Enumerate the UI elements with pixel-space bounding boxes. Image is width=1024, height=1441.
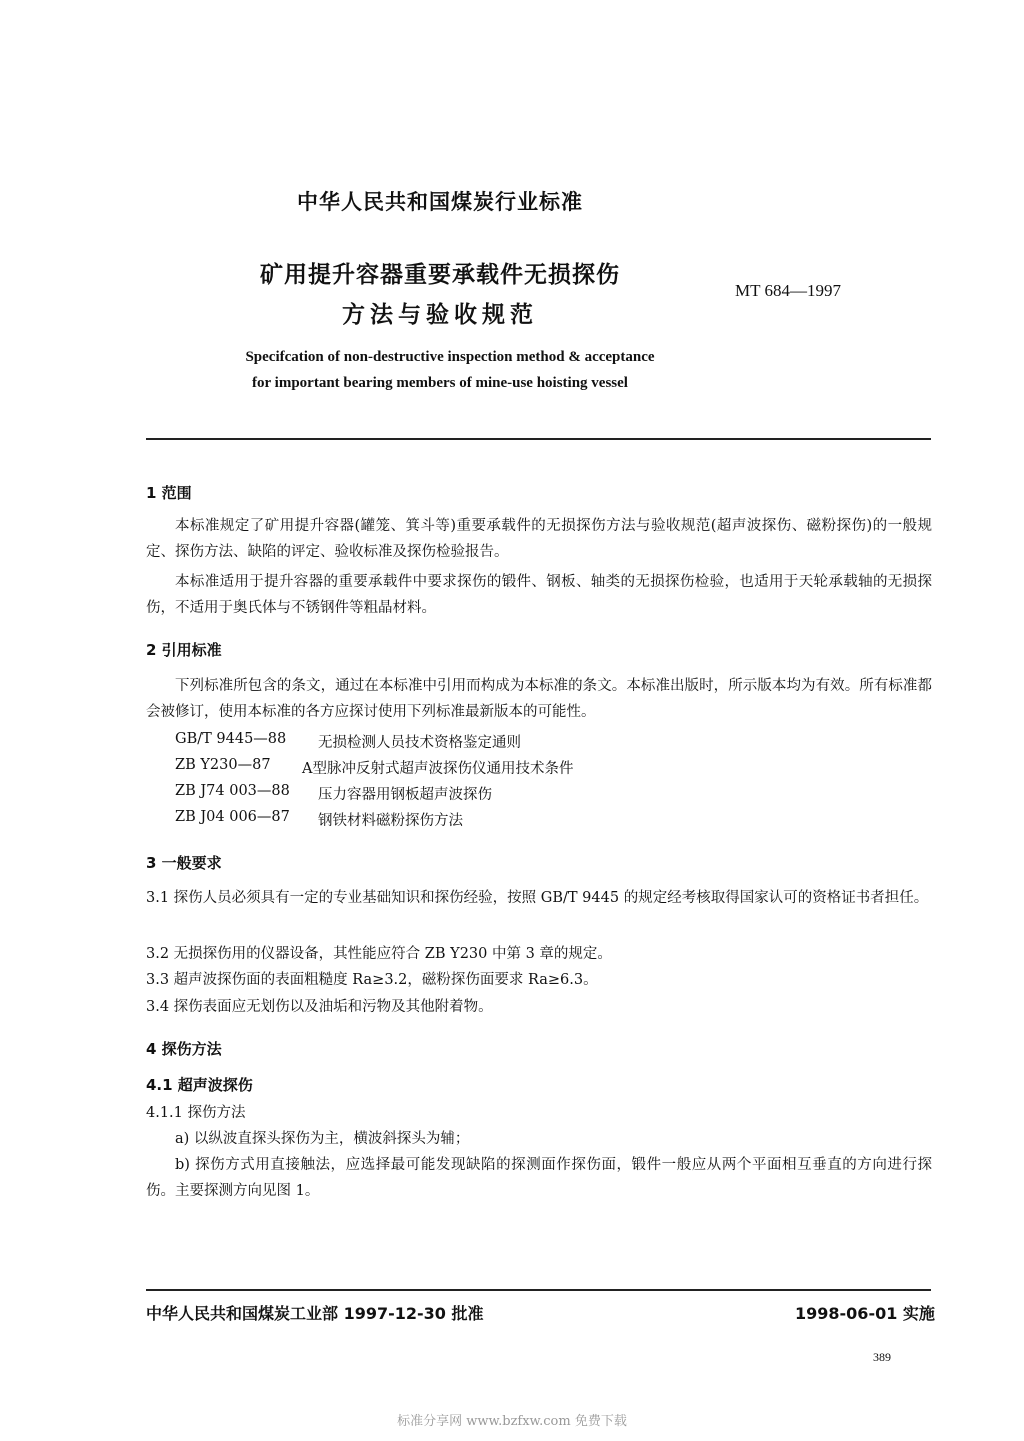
header-divider <box>146 438 931 440</box>
reference-title: 无损检测人员技术资格鉴定通则 <box>318 735 521 751</box>
section-1-para-2: 本标准适用于提升容器的重要承载件中要求探伤的锻件、钢板、轴类的无损探伤检验，也适用于天轮承载轴的无损探伤，不适用于奥氏体与不锈钢件等粗晶材料。 <box>146 574 932 616</box>
reference-title: A型脉冲反射式超声波探伤仪通用技术条件 <box>302 761 574 777</box>
watermark-text: 标准分享网 www.bzfxw.com 免费下载 <box>397 1414 627 1429</box>
reference-title: 压力容器用钢板超声波探伤 <box>318 787 492 803</box>
reference-code: ZB J04 006—87 <box>175 809 290 825</box>
section-2-heading: 2 引用标准 <box>146 641 222 659</box>
subsection-4-1-heading: 4.1 超声波探伤 <box>146 1076 253 1094</box>
subsection-4-1-1-heading: 4.1.1 探伤方法 <box>146 1105 246 1121</box>
section-1-para-1: 本标准规定了矿用提升容器(罐笼、箕斗等)重要承载件的无损探伤方法与验收规范(超声波探伤、磁粉探伤)的一般规定、探伤方法、缺陷的评定、验收标准及探伤检验报告。 <box>146 518 932 560</box>
reference-code: ZB J74 003—88 <box>175 783 290 799</box>
title-cn-line1: 矿用提升容器重要承载件无损探伤 <box>260 262 620 288</box>
section-3-heading: 3 一般要求 <box>146 854 222 872</box>
footer-divider <box>146 1289 931 1291</box>
item-a: a) 以纵波直探头探伤为主，横波斜探头为辅； <box>175 1131 470 1147</box>
clause-3-4: 3.4 探伤表面应无划伤以及油垢和污物及其他附着物。 <box>146 999 493 1015</box>
clause-3-2: 3.2 无损探伤用的仪器设备，其性能应符合 ZB Y230 中第 3 章的规定。 <box>146 946 612 962</box>
reference-code: GB/T 9445—88 <box>175 731 287 747</box>
implementation-date: 1998-06-01 实施 <box>795 1304 935 1323</box>
reference-title: 钢铁材料磁粉探伤方法 <box>318 813 463 829</box>
page-number: 389 <box>873 1350 891 1364</box>
title-en-line2: for important bearing members of mine-use hoisting vessel <box>252 375 628 391</box>
clause-3-1: 3.1 探伤人员必须具有一定的专业基础知识和探伤经验，按照 GB/T 9445 的规定经考核取得国家认可的资格证书者担任。 <box>146 890 929 906</box>
item-b: b) 探伤方式用直接触法，应选择最可能发现缺陷的探测面作探伤面，锻件一般应从两个平面相互垂直的方向进行探伤。主要探测方向见图 1。 <box>146 1157 932 1199</box>
standard-category: 中华人民共和国煤炭行业标准 <box>297 190 583 214</box>
section-4-heading: 4 探伤方法 <box>146 1040 222 1058</box>
section-2-para-1: 下列标准所包含的条文，通过在本标准中引用而构成为本标准的条文。本标准出版时，所示版本均为有效。所有标准都会被修订，使用本标准的各方应探讨使用下列标准最新版本的可能性。 <box>146 678 932 720</box>
title-cn-line2: 方法与验收规范 <box>342 302 538 328</box>
clause-3-3: 3.3 超声波探伤面的表面粗糙度 Ra≥3.2，磁粉探伤面要求 Ra≥6.3。 <box>146 972 598 988</box>
standard-number: MT 684—1997 <box>735 281 841 300</box>
approval-info: 中华人民共和国煤炭工业部 1997-12-30 批准 <box>146 1304 484 1323</box>
section-1-heading: 1 范围 <box>146 484 192 502</box>
title-en-line1: Specifcation of non-destructive inspection method & acceptance <box>245 349 655 365</box>
reference-code: ZB Y230—87 <box>175 757 271 773</box>
